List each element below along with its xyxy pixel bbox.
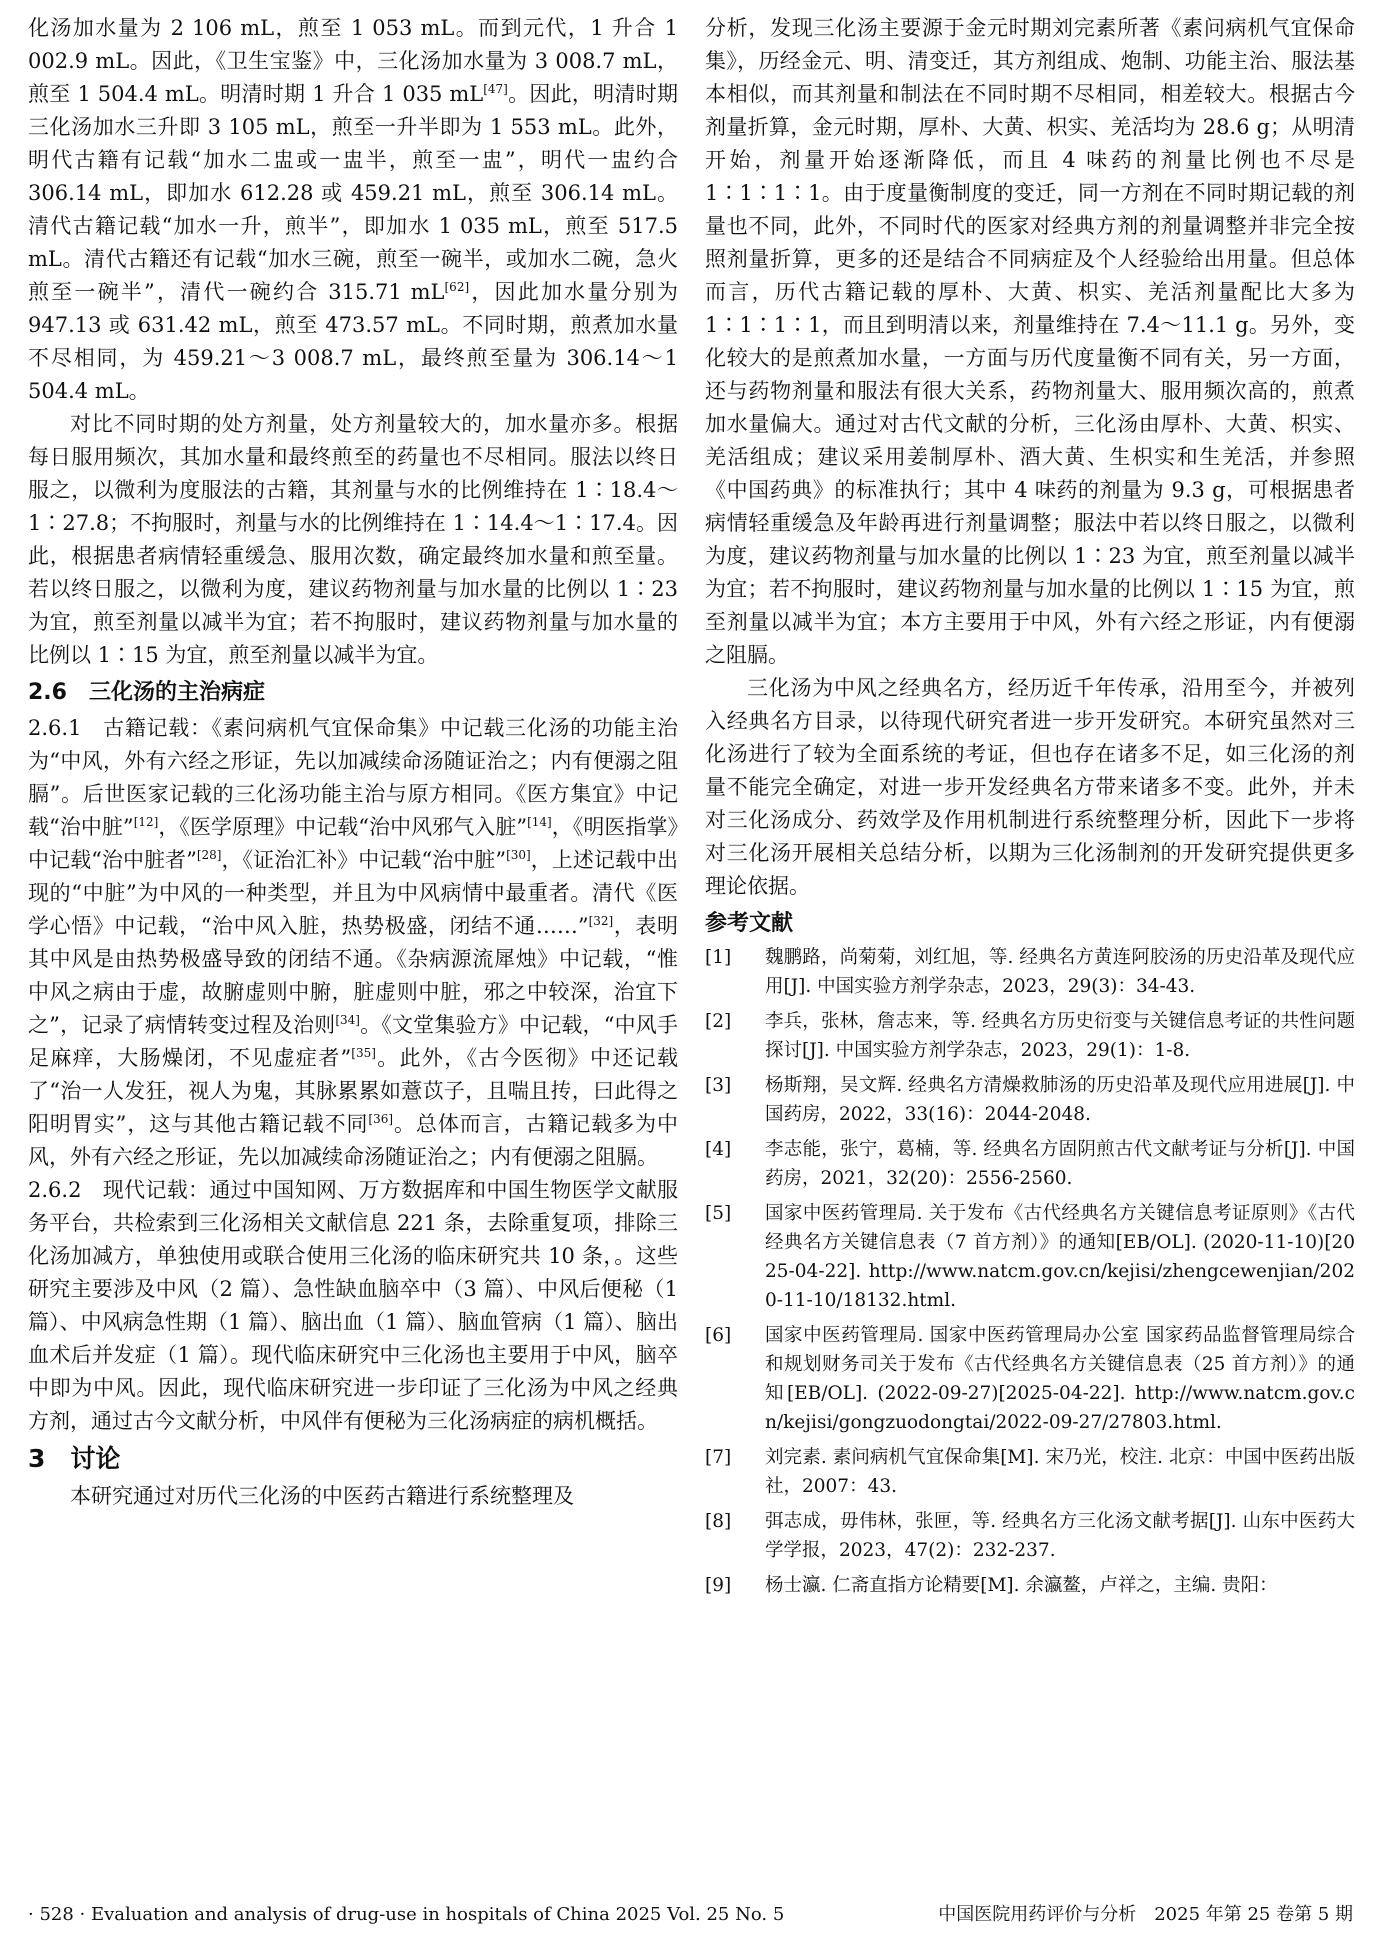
- left-column: [28, 12, 678, 1513]
- paragraph: 三化汤为中风之经典名方，经历近千年传承，沿用至今，并被列入经典名方目录，以待现代研究者进一步开发研究。本研究虽然对三化汤进行了较为全面系统的考证，但也存在诸多不足，如三化汤的剂量不能完全确定，对进一步开发经典名方带来诸多不变。此外，并未对三化汤成分、药效学及作用机制进行系统整理分析，因此下一步将对三化汤开展相关总结分析，以期为三化汤制剂的开发研究提供更多理论依据。: [705, 676, 1355, 898]
- paragraph: 本研究通过对历代三化汤的中医药古籍进行系统整理及: [70, 1484, 574, 1508]
- reference-item: [9] 杨士瀛. 仁斋直指方论精要[M]. 余瀛鳌，卢祥之，主编. 贵阳：: [705, 1575, 1278, 1596]
- reference-item: [4] 李志能，张宁，葛楠，等. 经典名方固阴煎古代文献考证与分析[J]. 中国药房，2021，32(20)：2556-2560.: [705, 1139, 1355, 1189]
- footer-left: · 528 · Evaluation and analysis of drug-use in hospitals of China 2025 Vol. 25 No. 5: [28, 1904, 785, 1925]
- reference-list: [705, 943, 1355, 1600]
- subsection-2-6-1: 2.6.1 古籍记载：《素问病机气宜保命集》中记载三化汤的功能主治为“中风，外有六经之形证，先以加减续命汤随证治之；内有便溺之阻膈”。后世医家记载的三化汤功能主治与原方相同。《医方集宜》中记载“治中脏”[12]，《医学原理》中记载“治中风邪气入脏”[14]，《明医指掌》中记载“治中脏者”[28]，《证治汇补》中记载“治中脏”[30]，上述记载中出现的“中脏”为中风的一种类型，并且为中风病情中最重者。清代《医学心悟》中记载，“治中风入脏，热势极盛，闭结不通……”[32]，表明其中风是由热势极盛导致的闭结不通。《杂病源流犀烛》中记载，“惟中风之病由于虚，故腑虚则中腑，脏虚则中脏，邪之中较深，治宜下之”，记录了病情转变过程及治则[34]。《文堂集验方》中记载，“中风手足麻痒，大肠燥闭，不见虚症者”[35]。此外，《古今医彻》中还记载了“治一人发狂，视人为鬼，其脉累累如薏苡子，且喘且抟，曰此得之阳明胃实”，这与其他古籍记载不同[36]。总体而言，古籍记载多为中风，外有六经之形证，先以加减续命汤随证治之；内有便溺之阻膈。: [28, 716, 679, 1169]
- right-column: [705, 12, 1355, 1606]
- references-heading: 参考文献: [705, 911, 794, 936]
- subsection-2-6-2: 2.6.2 现代记载：通过中国知网、万方数据库和中国生物医学文献服务平台，共检索到三化汤相关文献信息 221 条，去除重复项，排除三化汤加减方，单独使用或联合使用三化汤的临床研究共 10 条，。这些研究主要涉及中风（2 篇）、急性缺血脑卒中（3 篇）、中风后便秘（1 篇）、中风病急性期（1 篇）、脑出血（1 篇）、脑血管病（1 篇）、脑出血术后并发症（1 篇）。现代临床研究中三化汤也主要用于中风，脑卒中即为中风。因此，现代临床研究进一步印证了三化汤为中风之经典方剂，通过古今文献分析，中风伴有便秘为三化汤病症的病机概括。: [28, 1178, 678, 1433]
- reference-item: [5] 国家中医药管理局. 关于发布《古代经典名方关键信息考证原则》《古代经典名方关键信息表（7 首方剂）》的通知[EB/OL]. (2020-11-10)[2025-04-22]. http://www.natcm.gov.cn/kejisi/zhengcewenjian/2020-11-10/18132.html.: [705, 1203, 1355, 1311]
- page-footer: [28, 1902, 1353, 1928]
- reference-item: [1] 魏鹏路，尚菊菊，刘红旭，等. 经典名方黄连阿胶汤的历史沿革及现代应用[J]. 中国实验方剂学杂志，2023，29(3)：34-43.: [705, 947, 1355, 997]
- reference-item: [6] 国家中医药管理局. 国家中医药管理局办公室 国家药品监督管理局综合和规划财务司关于发布《古代经典名方关键信息表（25 首方剂）》的通知[EB/OL]. (2022-09-27)[2025-04-22]. http://www.natcm.gov.cn/kejisi/gongzuodongtai/2022-09-27/27803.html.: [705, 1325, 1355, 1433]
- paragraph: 分析，发现三化汤主要源于金元时期刘完素所著《素问病机气宜保命集》，历经金元、明、清变迁，其方剂组成、炮制、功能主治、服法基本相似，而其剂量和制法在不同时期不尽相同，相差较大。根据古今剂量折算，金元时期，厚朴、大黄、枳实、羌活均为 28.6 g；从明清开始，剂量开始逐渐降低，而且 4 味药的剂量比例也不尽是 1∶1∶1∶1。由于度量衡制度的变迁，同一方剂在不同时期记载的剂量也不同，此外，不同时代的医家对经典方剂的剂量调整并非完全按照剂量折算，更多的还是结合不同病症及个人经验给出用量。但总体而言，历代古籍记载的厚朴、大黄、枳实、羌活剂量配比大多为 1∶1∶1∶1，而且到明清以来，剂量维持在 7.4～11.1 g。另外，变化较大的是煎煮加水量，一方面与历代度量衡不同有关，另一方面，还与药物剂量和服法有很大关系，药物剂量大、服用频次高的，煎煮加水量偏大。通过对古代文献的分析，三化汤由厚朴、大黄、枳实、羌活组成；建议采用姜制厚朴、酒大黄、生枳实和生羌活，并参照《中国药典》的标准执行；其中 4 味药的剂量为 9.3 g，可根据患者病情轻重缓急及年龄再进行剂量调整；服法中若以终日服之，以微利为度，建议药物剂量与加水量的比例以 1∶23 为宜，煎至剂量以减半为宜；若不拘服时，建议药物剂量与加水量的比例以 1∶15 为宜，煎至剂量以减半为宜；本方主要用于中风，外有六经之形证，内有便溺之阻膈。: [705, 16, 1355, 667]
- footer-right: 中国医院用药评价与分析 2025 年第 25 卷第 5 期: [938, 1904, 1353, 1925]
- section-heading-2-6: 2.6 三化汤的主治病症: [28, 680, 265, 705]
- paragraph: 对比不同时期的处方剂量，处方剂量较大的，加水量亦多。根据每日服用频次，其加水量和最终煎至的药量也不尽相同。服法以终日服之，以微利为度服法的古籍，其剂量与水的比例维持在 1∶18.4～1∶27.8；不拘服时，剂量与水的比例维持在 1∶14.4～1∶17.4。因此，根据患者病情轻重缓急、服用次数，确定最终加水量和煎至量。若以终日服之，以微利为度，建议药物剂量与加水量的比例以 1∶23 为宜，煎至剂量以减半为宜；若不拘服时，建议药物剂量与加水量的比例以 1∶15 为宜，煎至剂量以减半为宜。: [28, 412, 678, 667]
- reference-item: [2] 李兵，张林，詹志来，等. 经典名方历史衍变与关键信息考证的共性问题探讨[J]. 中国实验方剂学杂志，2023，29(1)：1-8.: [705, 1011, 1355, 1061]
- reference-item: [8] 弭志成，毋伟林，张匣，等. 经典名方三化汤文献考据[J]. 山东中医药大学学报，2023，47(2)：232-237.: [705, 1511, 1355, 1561]
- reference-item: [7] 刘完素. 素问病机气宜保命集[M]. 宋乃光，校注. 北京：中国中医药出版社，2007：43.: [705, 1447, 1355, 1497]
- paragraph: 化汤加水量为 2 106 mL，煎至 1 053 mL。而到元代，1 升合 1 002.9 mL。因此，《卫生宝鉴》中，三化汤加水量为 3 008.7 mL，煎至 1 504.4 mL。明清时期 1 升合 1 035 mL[47]。因此，明清时期三化汤加水三升即 3 105 mL，煎至一升半即为 1 553 mL。此外，明代古籍有记载“加水二盅或一盅半，煎至一盅”，明代一盅约合 306.14 mL，即加水 612.28 或 459.21 mL，煎至 306.14 mL。清代古籍记载“加水一升，煎半”，即加水 1 035 mL，煎至 517.5 mL。清代古籍还有记载“加水三碗，煎至一碗半，或加水二碗，急火煎至一碗半”，清代一碗约合 315.71 mL[62]，因此加水量分别为 947.13 或 631.42 mL，煎至 473.57 mL。不同时期，煎煮加水量不尽相同，为 459.21～3 008.7 mL，最终煎至量为 306.14～1 504.4 mL。: [28, 16, 678, 403]
- section-heading-3: 3 讨论: [28, 1444, 121, 1473]
- reference-item: [3] 杨斯翔，吴文辉. 经典名方清燥救肺汤的历史沿革及现代应用进展[J]. 中国药房，2022，33(16)：2044-2048.: [705, 1075, 1355, 1125]
